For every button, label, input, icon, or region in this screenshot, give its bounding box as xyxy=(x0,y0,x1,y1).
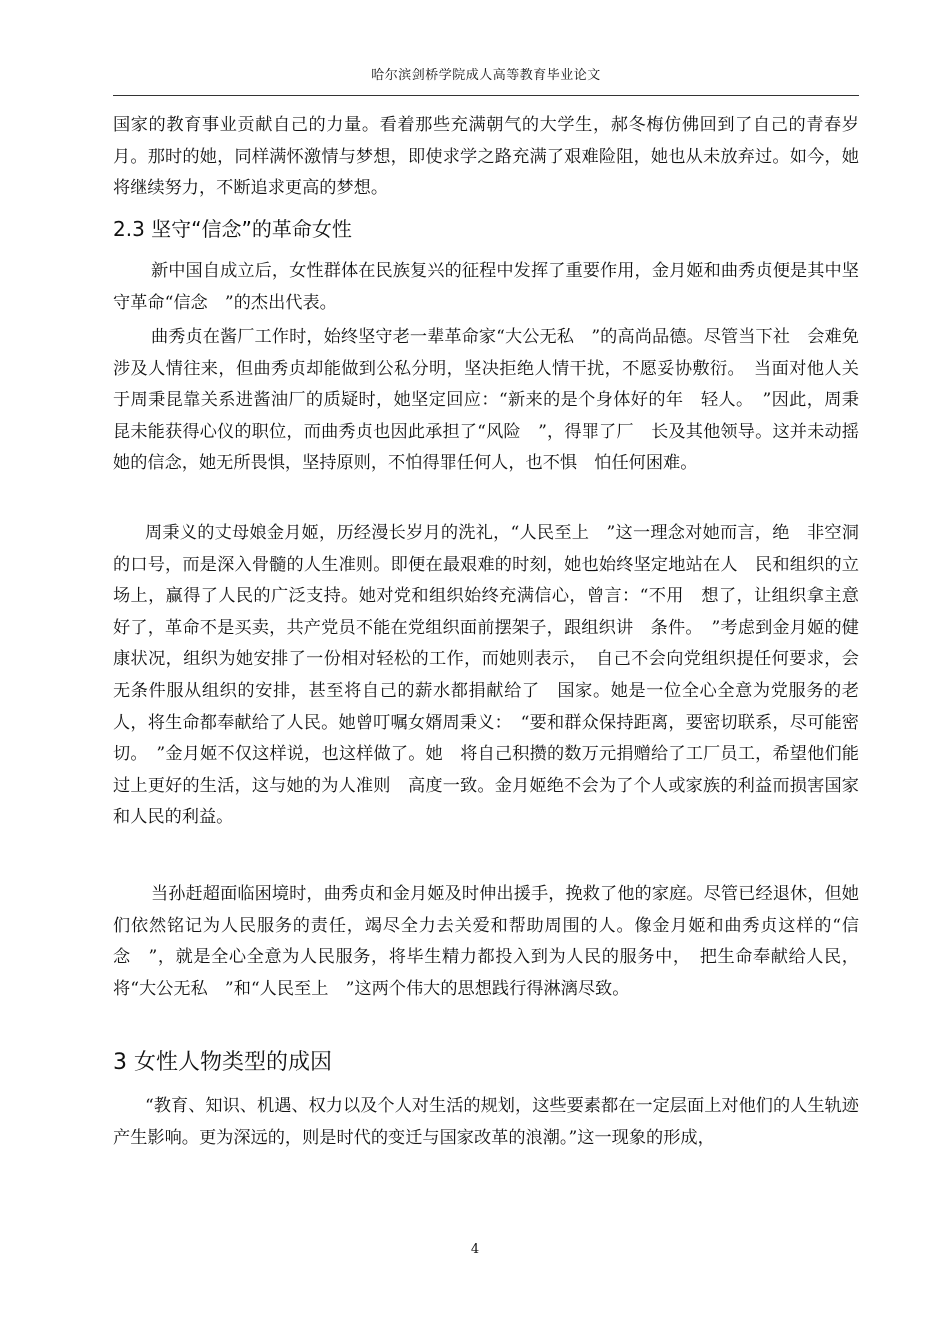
paragraph-causes: “教育、知识、机遇、权力以及个人对生活的规划，这些要素都在一定层面上对他们的人生轨迹产生影响。更为深远的，则是时代的变迁与国家改革的浪潮。”这一现象的形成， xyxy=(113,1096,859,1148)
page-number: 4 xyxy=(470,1242,480,1257)
paragraph-qu-xiuzhen: 曲秀贞在酱厂工作时，始终坚守老一辈革命家“大公无私 ”的高尚品德。尽管当下社 会难免涉及人情往来，但曲秀贞却能做到公私分明，坚决拒绝人情干扰，不愿妥协敷衍。 当面对他人关于周秉昆靠关系进酱油厂的质疑时，她坚定回应：“新来的是个身体好的年 轻人。 ”因此，周秉昆未能获得心仪的职位，而曲秀贞也因此承担了“风险 ”，得罪了厂 长及其他领导。这并未动摇她的信念，她无所畏惧，坚持原则，不怕得罪任何人，也不惧 怕任何困难。 xyxy=(113,327,859,474)
paragraph-intro: 新中国自成立后，女性群体在民族复兴的征程中发挥了重要作用，金月姬和曲秀贞便是其中坚守革命“信念 ”的杰出代表。 xyxy=(113,261,859,313)
running-header: 哈尔滨剑桥学院成人高等教育毕业论文 xyxy=(371,68,601,83)
header-divider xyxy=(113,95,859,96)
section-heading-3: 3 女性人物类型的成因 xyxy=(113,1050,332,1075)
paragraph-jin-yueji: 周秉义的丈母娘金月姬，历经漫长岁月的洗礼，“人民至上 ”这一理念对她而言，绝 非空洞的口号，而是深入骨髓的人生准则。即便在最艰难的时刻，她也始终坚定地站在人 民和组织的立场上，赢得了人民的广泛支持。她对党和组织始终充满信心，曾言：“不用 想了，让组织拿主意好了，革命不是买卖，共产党员不能在党组织面前摆架子，跟组织讲 条件。 ”考虑到金月姬的健康状况，组织为她安排了一份相对轻松的工作，而她则表示， 自己不会向党组织提任何要求，会无条件服从组织的安排，甚至将自己的薪水都捐献给了 国家。她是一位全心全意为党服务的老人，将生命都奉献给了人民。她曾叮嘱女婿周秉义： “要和群众保持距离，要密切联系，尽可能密切。 ”金月姬不仅这样说，也这样做了。她 将自己积攒的数万元捐赠给了工厂员工，希望他们能过上更好的生活，这与她的为人准则 高度一致。金月姬绝不会为了个人或家族的利益而损害国家和人民的利益。 xyxy=(113,523,859,828)
paragraph-continued: 国家的教育事业贡献自己的力量。看着那些充满朝气的大学生，郝冬梅仿佛回到了自己的青春岁月。那时的她，同样满怀激情与梦想，即使求学之路充满了艰难险阻，她也从未放弃过。如今，她将继续努力，不断追求更高的梦想。 xyxy=(113,115,859,199)
section-heading-2-3: 2.3 坚守“信念”的革命女性 xyxy=(113,217,352,241)
paragraph-sun-ganchao: 当孙赶超面临困境时，曲秀贞和金月姬及时伸出援手，挽救了他的家庭。尽管已经退休，但她们依然铭记为人民服务的责任，竭尽全力去关爱和帮助周围的人。像金月姬和曲秀贞这样的“信念 ”，就是全心全意为人民服务，将毕生精力都投入到为人民的服务中， 把生命奉献给人民，将“大公无私 ”和“人民至上 ”这两个伟大的思想践行得淋漓尽致。 xyxy=(113,884,859,999)
